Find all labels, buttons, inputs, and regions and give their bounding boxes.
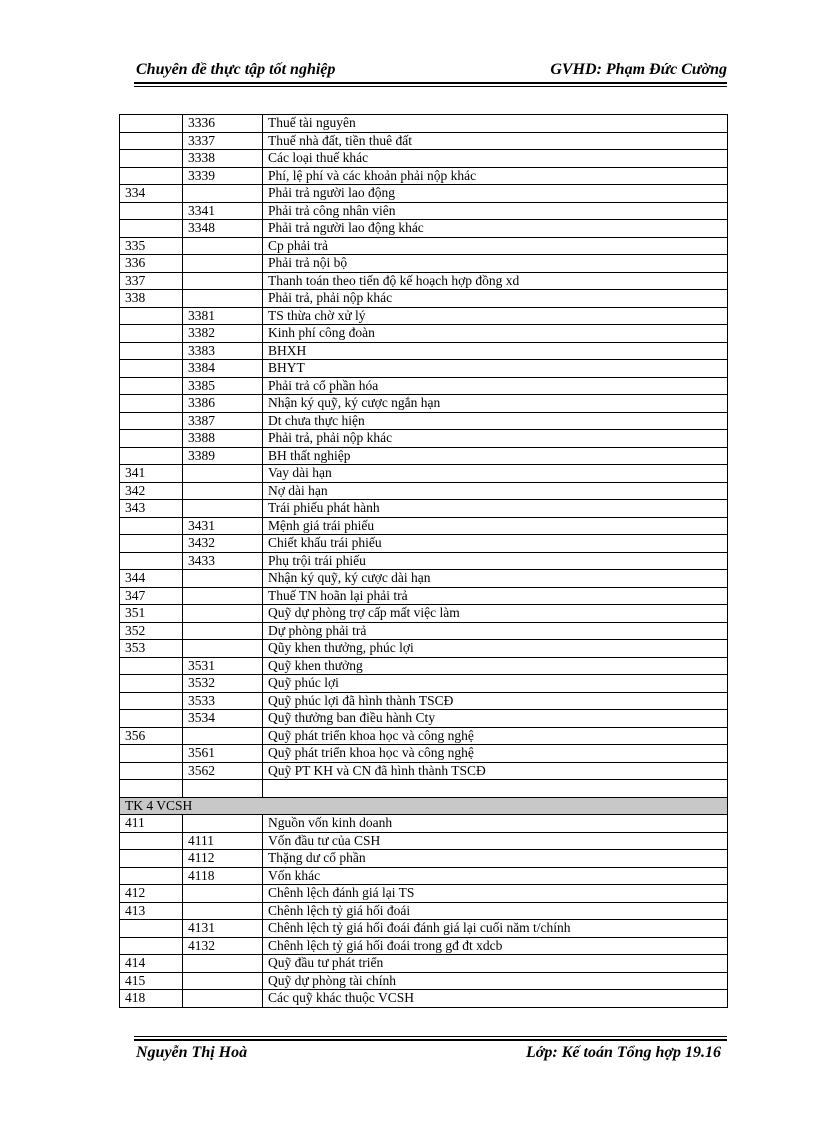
account-code-level2 [183,570,263,588]
account-name: Vốn đầu tư của CSH [263,832,728,850]
footer-class: Lớp: Kế toán Tổng hợp 19.16 [526,1044,721,1061]
table-row [120,272,728,290]
account-name: Chiết khấu trái phiếu [263,535,728,553]
table-row [120,167,728,185]
account-code-level1 [120,395,183,413]
account-code-level2: 4111 [183,832,263,850]
table-row [120,727,728,745]
account-code-level2: 3532 [183,675,263,693]
account-code-level1: 352 [120,622,183,640]
account-code-level2 [183,972,263,990]
account-code-level1: 351 [120,605,183,623]
account-name: Quỹ dự phòng trợ cấp mất việc làm [263,605,728,623]
account-code-level1 [120,307,183,325]
account-code-level2: 3336 [183,115,263,133]
account-name: Các loại thuế khác [263,150,728,168]
header-rule-thin [134,86,727,87]
account-code-level1: 344 [120,570,183,588]
account-code-level2: 3389 [183,447,263,465]
table-row [120,255,728,273]
account-code-level2: 3386 [183,395,263,413]
account-code-level1 [120,937,183,955]
account-name: Phải trả người lao động [263,185,728,203]
account-code-level2 [183,482,263,500]
account-code-level2 [183,290,263,308]
account-code-level1: 343 [120,500,183,518]
account-code-level2 [183,255,263,273]
table-row [120,780,728,798]
account-code-level1 [120,675,183,693]
account-code-level2: 3339 [183,167,263,185]
account-code-level1: 341 [120,465,183,483]
account-name [263,780,728,798]
account-code-level2 [183,587,263,605]
account-name: Kinh phí công đoàn [263,325,728,343]
table-row [120,570,728,588]
account-code-level1: 412 [120,885,183,903]
account-code-level1: 347 [120,587,183,605]
account-code-level1 [120,850,183,868]
account-name: Phí, lệ phí và các khoản phải nộp khác [263,167,728,185]
account-code-level2 [183,465,263,483]
table-row [120,832,728,850]
table-row [120,500,728,518]
account-code-level2 [183,885,263,903]
table-row [120,675,728,693]
account-code-level2: 3385 [183,377,263,395]
table-row [120,412,728,430]
account-name: Thặng dư cổ phần [263,850,728,868]
account-code-level2: 3383 [183,342,263,360]
account-name: Phải trả nội bộ [263,255,728,273]
account-name: Vốn khác [263,867,728,885]
section-label: TK 4 VCSH [120,797,728,815]
account-code-level1: 338 [120,290,183,308]
account-code-level1 [120,342,183,360]
account-name: Quỹ phúc lợi đã hình thành TSCĐ [263,692,728,710]
table-row [120,482,728,500]
account-name: Phải trả cổ phần hóa [263,377,728,395]
account-code-level1 [120,920,183,938]
account-code-level2 [183,955,263,973]
table-row [120,535,728,553]
section-row [120,797,728,815]
table-row [120,605,728,623]
account-name: Chênh lệch tỷ giá hối đoái trong gđ đt xdcb [263,937,728,955]
account-code-level2 [183,605,263,623]
account-code-level1: 336 [120,255,183,273]
account-name: Qũy khen thưởng, phúc lợi [263,640,728,658]
table-row [120,552,728,570]
header-title: Chuyên đề thực tập tốt nghiệp [136,61,336,78]
account-code-level2 [183,500,263,518]
account-code-level1: 356 [120,727,183,745]
account-code-level1 [120,132,183,150]
account-code-level1 [120,517,183,535]
table-row [120,132,728,150]
table-row [120,885,728,903]
account-code-level1 [120,692,183,710]
account-name: Cp phải trả [263,237,728,255]
account-code-level2: 3384 [183,360,263,378]
account-code-level2 [183,237,263,255]
account-code-level2: 3533 [183,692,263,710]
table-row [120,902,728,920]
account-name: Vay dài hạn [263,465,728,483]
table-row [120,937,728,955]
account-code-level1 [120,832,183,850]
account-code-level2: 4118 [183,867,263,885]
account-name: Phải trả người lao động khác [263,220,728,238]
page-header [134,58,727,84]
footer-rule-thin [134,1036,727,1037]
account-code-level2: 3337 [183,132,263,150]
account-code-level1 [120,150,183,168]
account-code-level1 [120,552,183,570]
account-code-level2: 3433 [183,552,263,570]
table-row [120,377,728,395]
account-name: TS thừa chờ xử lý [263,307,728,325]
account-name: Quỹ phát triển khoa học và công nghệ [263,745,728,763]
account-code-level1 [120,535,183,553]
account-code-level2: 3561 [183,745,263,763]
account-code-level2 [183,727,263,745]
account-code-level1 [120,202,183,220]
table-row [120,815,728,833]
account-code-level1 [120,430,183,448]
account-code-level2: 3341 [183,202,263,220]
account-name: BHXH [263,342,728,360]
account-code-level1: 414 [120,955,183,973]
account-code-level2: 3562 [183,762,263,780]
account-name: Phải trả, phải nộp khác [263,290,728,308]
account-code-level2: 3531 [183,657,263,675]
table-row [120,955,728,973]
account-name: Thuế nhà đất, tiền thuê đất [263,132,728,150]
account-code-level1: 342 [120,482,183,500]
account-code-level2: 3388 [183,430,263,448]
account-code-level2: 3381 [183,307,263,325]
table-row [120,710,728,728]
account-name: Quỹ thưởng ban điều hành Cty [263,710,728,728]
account-name: Thanh toán theo tiến độ kế hoạch hợp đồng xd [263,272,728,290]
footer-rule [134,1039,727,1041]
table-row [120,290,728,308]
table-row [120,640,728,658]
account-code-level1 [120,360,183,378]
account-code-level1 [120,745,183,763]
account-code-level2 [183,185,263,203]
account-name: Nhận ký quỹ, ký cược dài hạn [263,570,728,588]
table-row [120,745,728,763]
account-name: Chênh lệch tỷ giá hối đoái [263,902,728,920]
account-code-level1 [120,447,183,465]
account-code-level2: 3534 [183,710,263,728]
table-row [120,920,728,938]
account-code-level1 [120,220,183,238]
account-code-level2 [183,640,263,658]
table-row [120,237,728,255]
account-code-level2: 3348 [183,220,263,238]
account-name: Quỹ khen thưởng [263,657,728,675]
account-code-level2 [183,272,263,290]
table-row [120,692,728,710]
table-row [120,622,728,640]
account-name: Quỹ phát triển khoa học và công nghệ [263,727,728,745]
account-code-level1 [120,867,183,885]
account-name: Dt chưa thực hiện [263,412,728,430]
account-code-level1 [120,780,183,798]
account-name: BH thất nghiệp [263,447,728,465]
table-row [120,342,728,360]
table-row [120,867,728,885]
account-name: Chênh lệch tỷ giá hối đoái đánh giá lại cuối năm t/chính [263,920,728,938]
table-row [120,395,728,413]
table-row [120,447,728,465]
account-name: BHYT [263,360,728,378]
table-row [120,115,728,133]
account-table [119,114,728,1008]
account-code-level2: 3338 [183,150,263,168]
account-code-level1 [120,710,183,728]
account-code-level2 [183,815,263,833]
account-code-level2: 4132 [183,937,263,955]
account-code-level2 [183,902,263,920]
account-code-level2: 3387 [183,412,263,430]
account-code-level1: 418 [120,990,183,1008]
account-name: Quỹ dự phòng tài chính [263,972,728,990]
table-row [120,850,728,868]
account-code-level1: 415 [120,972,183,990]
account-code-level1: 335 [120,237,183,255]
table-row [120,465,728,483]
account-code-level1 [120,412,183,430]
account-name: Dự phòng phải trả [263,622,728,640]
account-code-level2 [183,990,263,1008]
account-code-level1: 334 [120,185,183,203]
table-row [120,990,728,1008]
table-row [120,185,728,203]
account-code-level2: 3382 [183,325,263,343]
footer-author: Nguyễn Thị Hoà [136,1044,248,1061]
account-code-level1 [120,325,183,343]
table-row [120,220,728,238]
table-row [120,517,728,535]
account-code-level2: 4131 [183,920,263,938]
account-code-level1 [120,762,183,780]
account-code-level2 [183,780,263,798]
header-rule [134,82,727,84]
table-row [120,430,728,448]
account-code-level1: 413 [120,902,183,920]
account-code-level1 [120,377,183,395]
account-name: Thuế TN hoãn lại phải trả [263,587,728,605]
table-row [120,325,728,343]
account-name: Trái phiếu phát hành [263,500,728,518]
account-name: Chênh lệch đánh giá lại TS [263,885,728,903]
account-name: Các quỹ khác thuộc VCSH [263,990,728,1008]
account-code-level1: 353 [120,640,183,658]
account-code-level2: 3432 [183,535,263,553]
table-row [120,587,728,605]
account-name: Quỹ PT KH và CN đã hình thành TSCĐ [263,762,728,780]
account-code-level1 [120,657,183,675]
table-row [120,307,728,325]
account-name: Nợ dài hạn [263,482,728,500]
header-supervisor: GVHD: Phạm Đức Cường [550,61,727,78]
table-row [120,360,728,378]
account-name: Phải trả, phải nộp khác [263,430,728,448]
account-name: Nguồn vốn kinh doanh [263,815,728,833]
table-row [120,150,728,168]
account-name: Phải trả công nhân viên [263,202,728,220]
account-name: Nhận ký quỹ, ký cược ngắn hạn [263,395,728,413]
account-code-level1 [120,115,183,133]
account-code-level1: 337 [120,272,183,290]
account-name: Mệnh giá trái phiếu [263,517,728,535]
account-code-level1: 411 [120,815,183,833]
account-name: Phụ trội trái phiếu [263,552,728,570]
table-row [120,972,728,990]
table-row [120,202,728,220]
account-code-level2: 4112 [183,850,263,868]
account-name: Quỹ đầu tư phát triển [263,955,728,973]
page-footer [134,1036,727,1066]
account-code-level2 [183,622,263,640]
table-row [120,762,728,780]
account-name: Thuế tài nguyên [263,115,728,133]
account-code-level1 [120,167,183,185]
account-code-level2: 3431 [183,517,263,535]
account-name: Quỹ phúc lợi [263,675,728,693]
table-row [120,657,728,675]
